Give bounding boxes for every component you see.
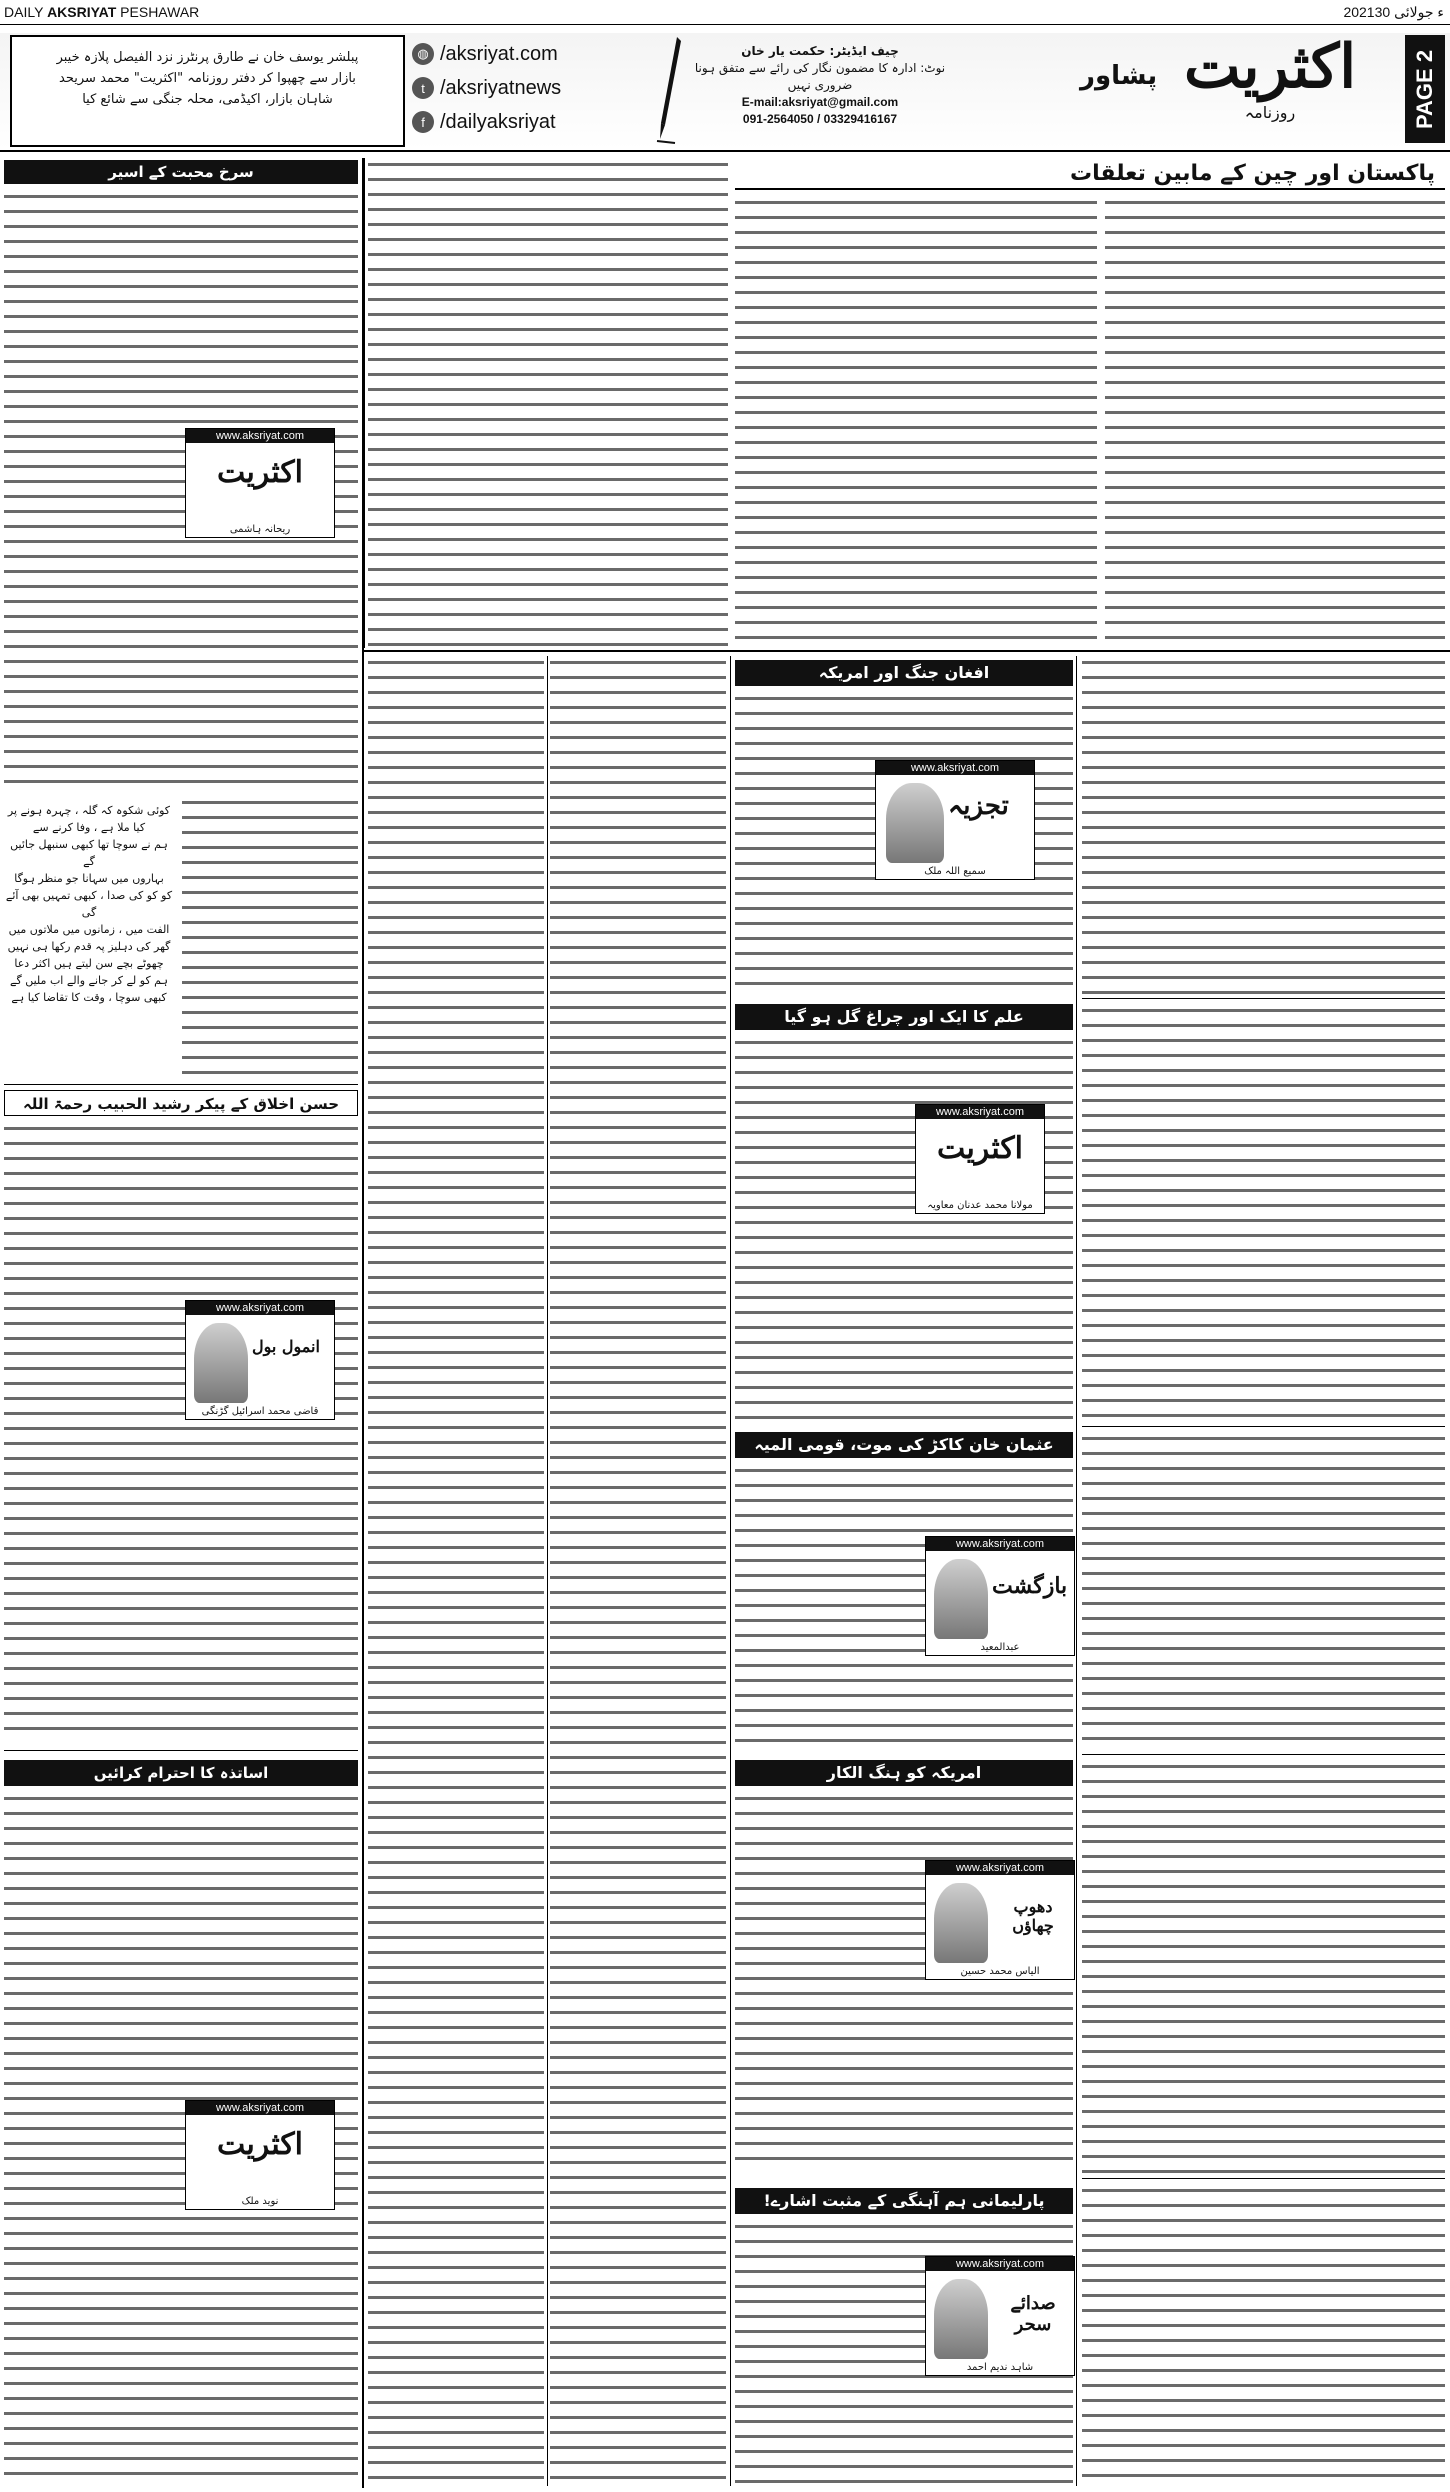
top-bar [0, 0, 1450, 24]
poem-line: کو کو کی صدا ، کبھی تمہیں بھی آئے گی [5, 889, 173, 919]
article-text [1082, 2184, 1445, 2484]
columnist-photo: www.aksriyat.com تجزیہ سمیع اللہ ملک [875, 760, 1035, 880]
poem-line: ہم کو لے کر جانے والے اب ملیں گے [10, 974, 168, 987]
twitter-icon: t [412, 77, 434, 99]
poem-block [4, 796, 174, 1076]
editorial-text-column [368, 158, 728, 648]
facebook-icon: f [412, 111, 434, 133]
disclaimer-note: نوٹ: ادارہ کا مضمون نگار کی رائے سے متفق ہونا ضروری نہیں [694, 61, 946, 92]
columnist-logo: www.aksriyat.com اکثریت ریحانہ ہاشمی [185, 428, 335, 538]
poem-line: گھر کی دہلیز پہ قدم رکھا ہی نہیں [7, 940, 171, 953]
article-text [182, 796, 358, 1076]
article-text [4, 1122, 358, 1742]
logo-text: اکثریت [1183, 32, 1357, 102]
article-title-ilm: علم کا ایک اور چراغ گل ہو گیا [735, 1004, 1073, 1030]
columnist-photo: www.aksriyat.com انمول بول قاضی محمد اسرائیل گڑنگی [185, 1300, 335, 1420]
poem-line: الفت میں ، زمانوں میں ملاتوں میں [8, 923, 170, 936]
article-title-usman: عثمان خان کاکڑ کی موت، قومی المیہ [735, 1432, 1073, 1458]
column-name: تجزیہ [948, 791, 1009, 821]
author-name: ریحانہ ہاشمی [229, 524, 291, 535]
column-name: بازگشت [992, 1573, 1068, 1599]
masthead [0, 24, 1450, 152]
editorial-header [735, 158, 1445, 190]
newspaper-name: DAILY AKSRIYAT PESHAWAR [4, 4, 200, 20]
phone-numbers: 091-2564050 / 03329416167 [742, 112, 898, 126]
article-text [368, 656, 544, 2484]
email-address[interactable]: E-mail:aksriyat@gmail.com [741, 95, 899, 109]
facebook-link[interactable]: f /dailyaksriyat [412, 105, 647, 139]
portrait-image [934, 1559, 988, 1639]
poem-line: کوئی شکوہ کہ گلہ ، چہرہ ہونے پر [7, 804, 171, 817]
article-title-parliament: پارلیمانی ہم آہنگی کے مثبت اشارے! [735, 2188, 1073, 2214]
article-text [1082, 656, 1445, 996]
article-title-afghan: افغان جنگ اور امریکہ [735, 660, 1073, 686]
columnist-logo: www.aksriyat.com اکثریت نوید ملک [185, 2100, 335, 2210]
article-text [1082, 1432, 1445, 1752]
logo-subtitle: روزنامہ [1244, 103, 1296, 122]
social-links [412, 37, 647, 147]
article-title-surkh: سرخ محبت کے اسیر [4, 160, 358, 184]
columnist-photo: www.aksriyat.com صدائے سحر شاہد ندیم احمد [925, 2256, 1075, 2376]
editorial-title: پاکستان اور چین کے مابین تعلقات [1070, 161, 1435, 186]
poem-line: چھوٹے بچے سن لیتے ہیں اکثر دعا [14, 957, 164, 970]
publisher-line: پبلشر یوسف خان نے طارق پرنٹرز نزد الفیصل پلازہ خیبر [56, 50, 359, 65]
author-name: شاہد ندیم احمد [966, 2362, 1034, 2373]
poem-line: بہاروں میں سہانا جو منظر ہوگا [14, 872, 164, 885]
website-link[interactable]: ◍ /aksriyat.com [412, 37, 647, 71]
author-name: سمیع اللہ ملک [924, 866, 986, 877]
logo-seal: اکثریت [936, 1131, 1024, 1166]
author-name: نوید ملک [241, 2196, 279, 2207]
article-text [1082, 1004, 1445, 1424]
portrait-image [934, 2279, 988, 2359]
author-name: مولانا محمد عدنان معاویہ [927, 1200, 1033, 1211]
newspaper-logo [1080, 31, 1390, 143]
article-text [550, 656, 726, 2484]
article-title-husn: حسن اخلاق کے پیکر رشید الحبیب رحمۃ اللہ [4, 1090, 358, 1116]
column-name: انمول بول [252, 1337, 320, 1356]
poem-line: کبھی سوچا ، وقت کا تقاضا کیا ہے [11, 991, 167, 1004]
issue-date: 2021ء جولائی 30 [1343, 4, 1444, 20]
publisher-line: شاہان بازار، اکیڈمی، محلہ جنگی سے شائع کیا [82, 92, 333, 107]
portrait-image [934, 1883, 988, 1963]
portrait-image [886, 783, 944, 863]
article-title-america: امریکہ کو ہنگ الکار [735, 1760, 1073, 1786]
article-text [735, 1036, 1073, 1420]
publisher-box [10, 35, 405, 147]
page-number-tag: PAGE 2 [1405, 35, 1445, 143]
author-name: عبدالمعید [980, 1642, 1020, 1653]
publisher-line: بازار سے چھپوا کر دفتر روزنامہ "اکثریت" محمد سریحد [59, 71, 356, 86]
twitter-link[interactable]: t /aksriyatnews [412, 71, 647, 105]
columnist-photo: www.aksriyat.com دھوپ چھاؤں الیاس محمد حسین [925, 1860, 1075, 1980]
article-text [735, 1792, 1073, 2172]
article-text [1082, 1760, 1445, 2176]
contact-block [690, 43, 950, 143]
poem-line: ہم نے سوچا تھا کبھی سنبھل جائیں گے [10, 838, 168, 868]
portrait-image [194, 1323, 248, 1403]
pen-icon [655, 35, 685, 145]
logo-seal: اکثریت [216, 455, 304, 490]
editorial-text-column [735, 196, 1097, 648]
column-name: صدائے سحر [1010, 2293, 1056, 2335]
column-name: دھوپ چھاؤں [1012, 1897, 1054, 1935]
globe-icon: ◍ [412, 43, 434, 65]
author-name: الیاس محمد حسین [960, 1966, 1040, 1977]
columnist-photo: www.aksriyat.com بازگشت عبدالمعید [925, 1536, 1075, 1656]
chief-editor: چیف ایڈیٹر: حکمت یار خان [741, 44, 899, 58]
logo-seal: اکثریت [216, 2127, 304, 2162]
poem-line: کیا ملا ہے ، وفا کرنے سے [32, 821, 146, 834]
author-name: قاضی محمد اسرائیل گڑنگی [201, 1406, 319, 1417]
logo-city: پشاور [1080, 61, 1158, 91]
article-title-asatiza: اساتذہ کا احترام کرائیں [4, 1760, 358, 1786]
columnist-logo: www.aksriyat.com اکثریت مولانا محمد عدنان معاویہ [915, 1104, 1045, 1214]
editorial-text-column [1105, 196, 1445, 648]
